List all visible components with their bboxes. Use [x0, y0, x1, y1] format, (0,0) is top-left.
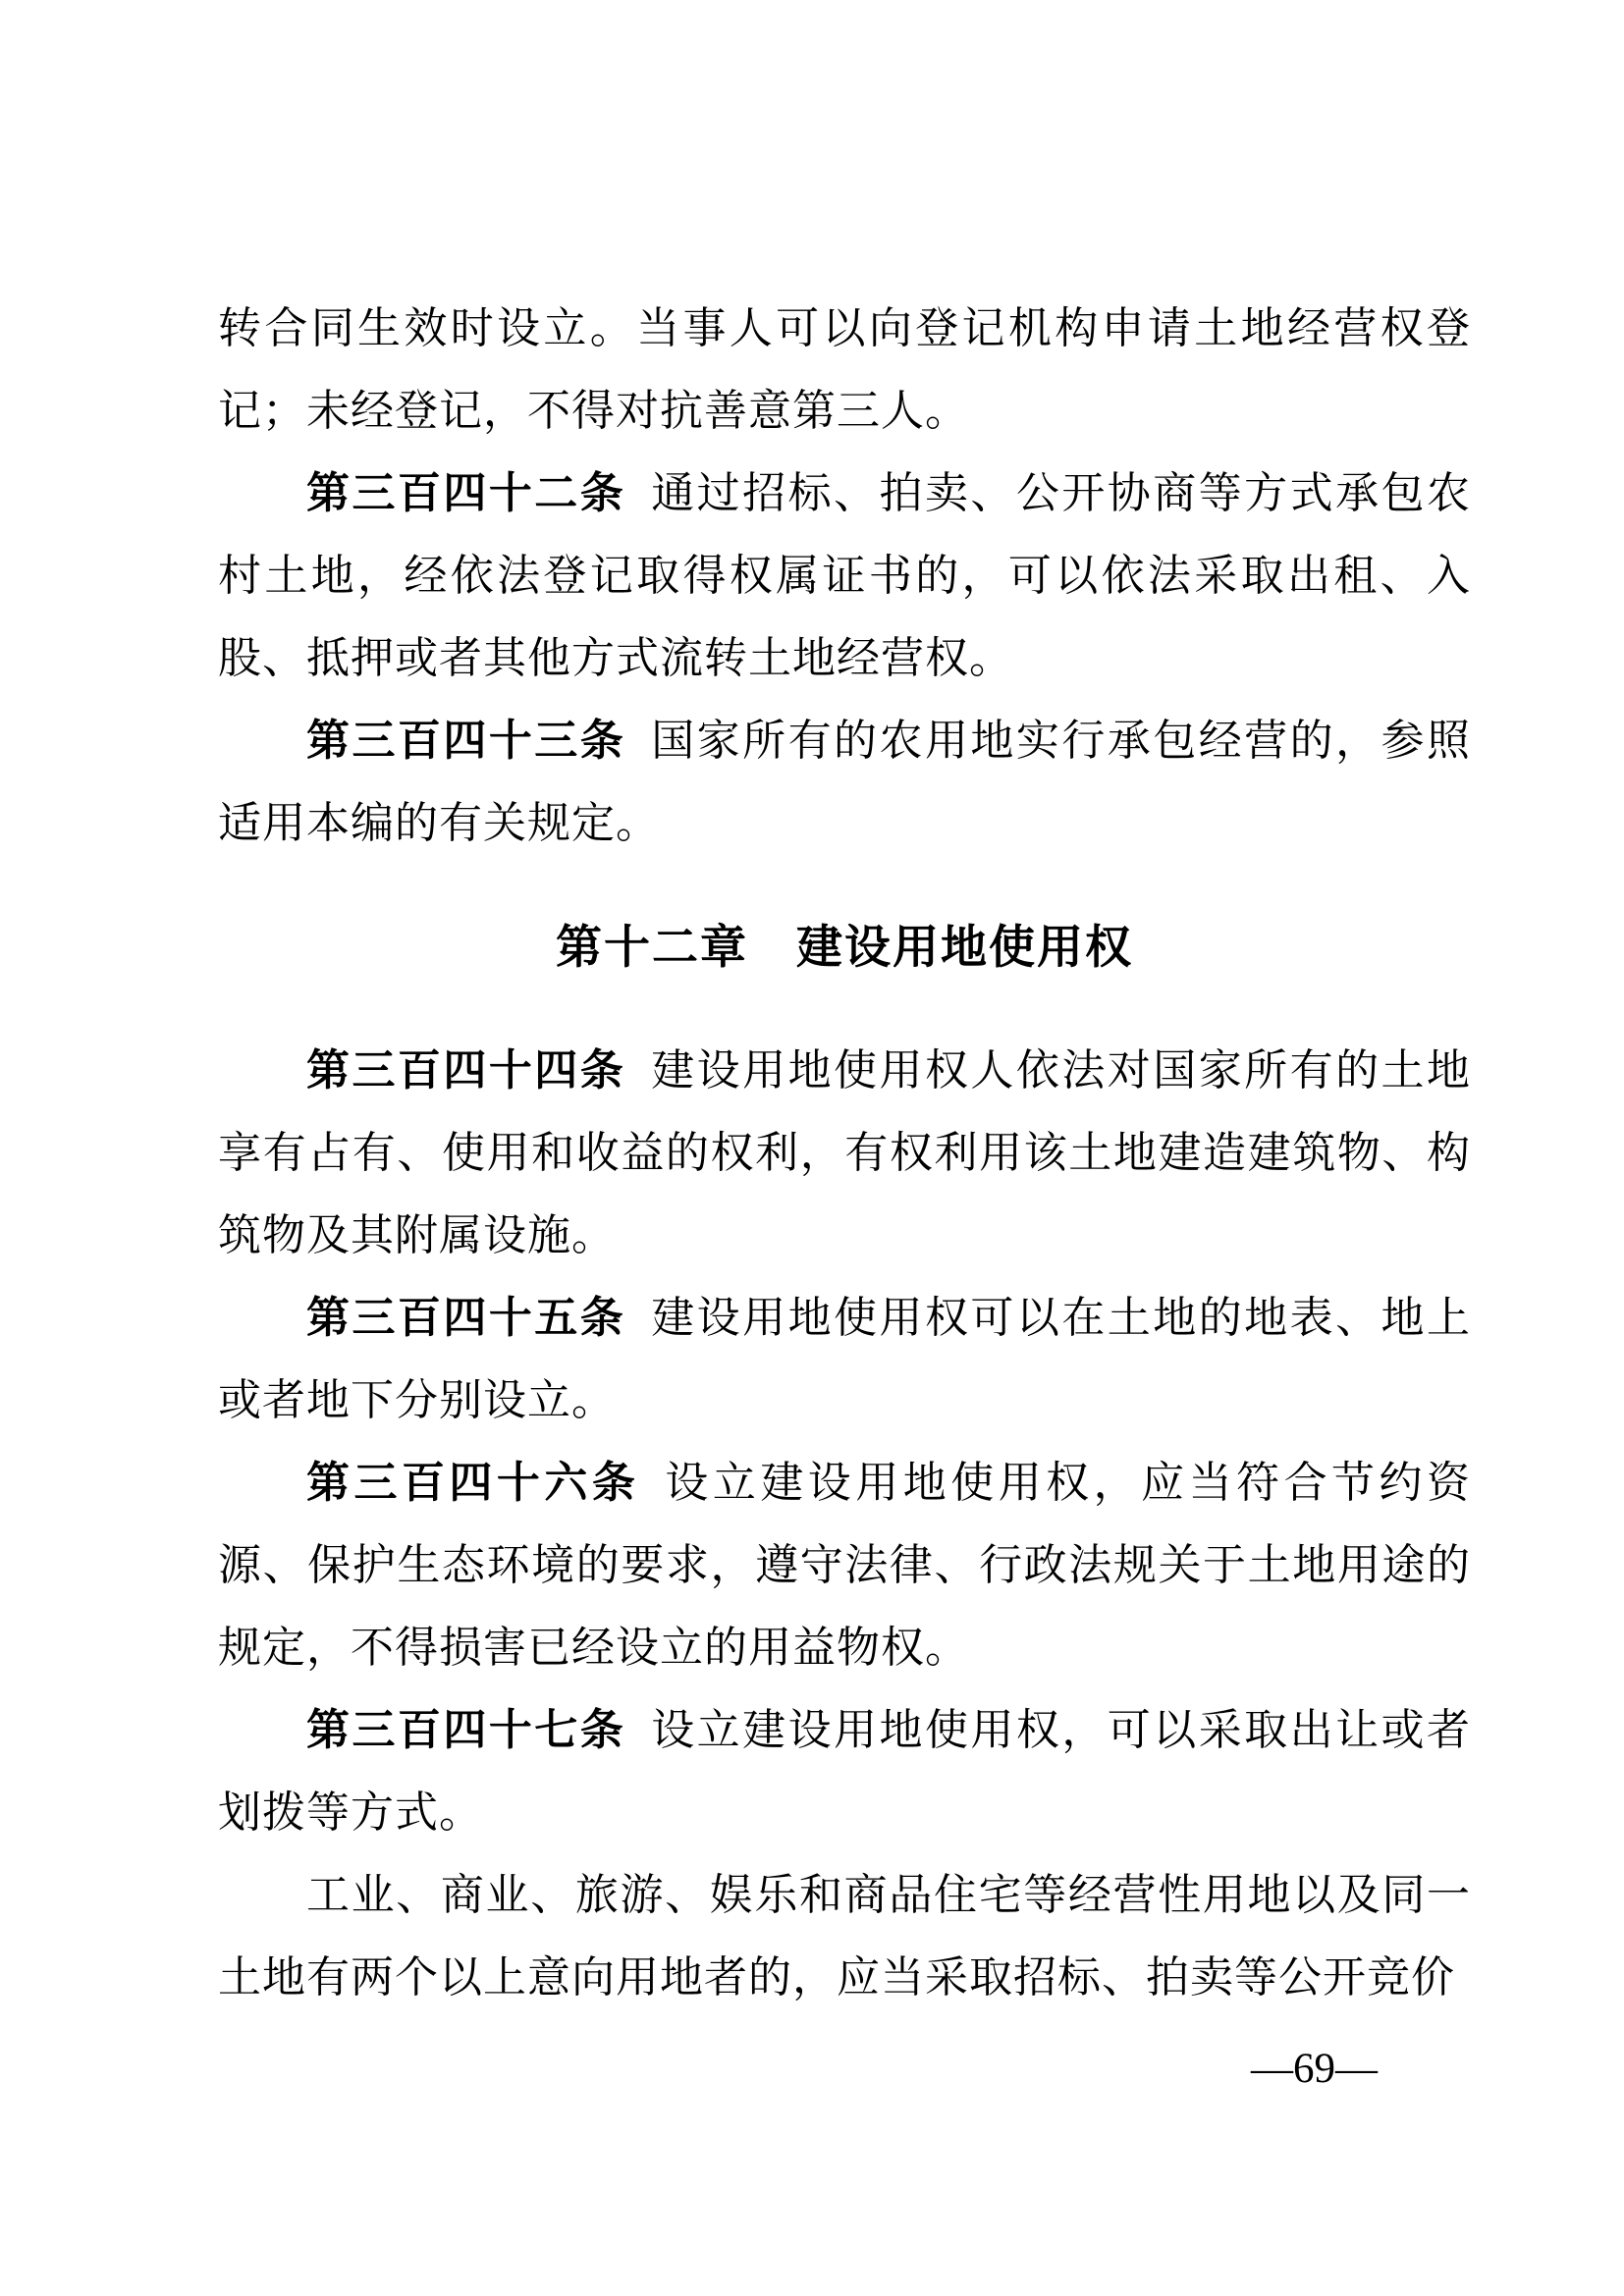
page-footer: [1251, 2044, 1378, 2095]
article-number: 第三百四十五条: [306, 1294, 626, 1342]
article-text: 设立建设用地使用权，可以采取出让或者划拨等方式。: [218, 1706, 1472, 1837]
article-text: 设立建设用地使用权，应当符合节约资源、保护生态环境的要求，遵守法律、行政法规关于土地用途的规定，不得损害已经设立的用益物权。: [218, 1459, 1472, 1672]
chapter-heading: 第十二章 建设用地使用权: [556, 921, 1133, 973]
article-text: 建设用地使用权人依法对国家所有的土地享有占有、使用和收益的权利，有权利用该土地建造建筑物、构筑物及其附属设施。: [218, 1046, 1472, 1259]
paragraph: 工业、商业、旅游、娱乐和商品住宅等经营性用地以及同一土地有两个以上意向用地者的，应当采取招标、拍卖等公开竞价: [218, 1871, 1471, 2002]
article-number: 第三百四十四条: [306, 1046, 626, 1095]
article-paragraph: [218, 1689, 1471, 1854]
article-number: 第三百四十七条: [306, 1706, 626, 1754]
document-content: [218, 288, 1471, 2019]
article-paragraph: [218, 700, 1471, 865]
article-text: 建设用地使用权可以在土地的地表、地上或者地下分别设立。: [218, 1294, 1472, 1424]
page-number: —69—: [1251, 2046, 1378, 2092]
paragraph: 转合同生效时设立。当事人可以向登记机构申请土地经营权登记；未经登记，不得对抗善意第三人。: [218, 304, 1471, 435]
article-text: 国家所有的农用地实行承包经营的，参照适用本编的有关规定。: [218, 717, 1472, 847]
article-paragraph: [218, 1030, 1471, 1277]
article-paragraph: [218, 1277, 1471, 1442]
article-paragraph: [218, 1442, 1471, 1689]
article-number: 第三百四十六条: [306, 1459, 640, 1507]
article-number: 第三百四十二条: [306, 469, 626, 517]
article-number: 第三百四十三条: [306, 717, 626, 765]
article-paragraph: [218, 453, 1471, 700]
article-text: 通过招标、拍卖、公开协商等方式承包农村土地，经依法登记取得权属证书的，可以依法采取出租、入股、抵押或者其他方式流转土地经营权。: [218, 469, 1472, 682]
